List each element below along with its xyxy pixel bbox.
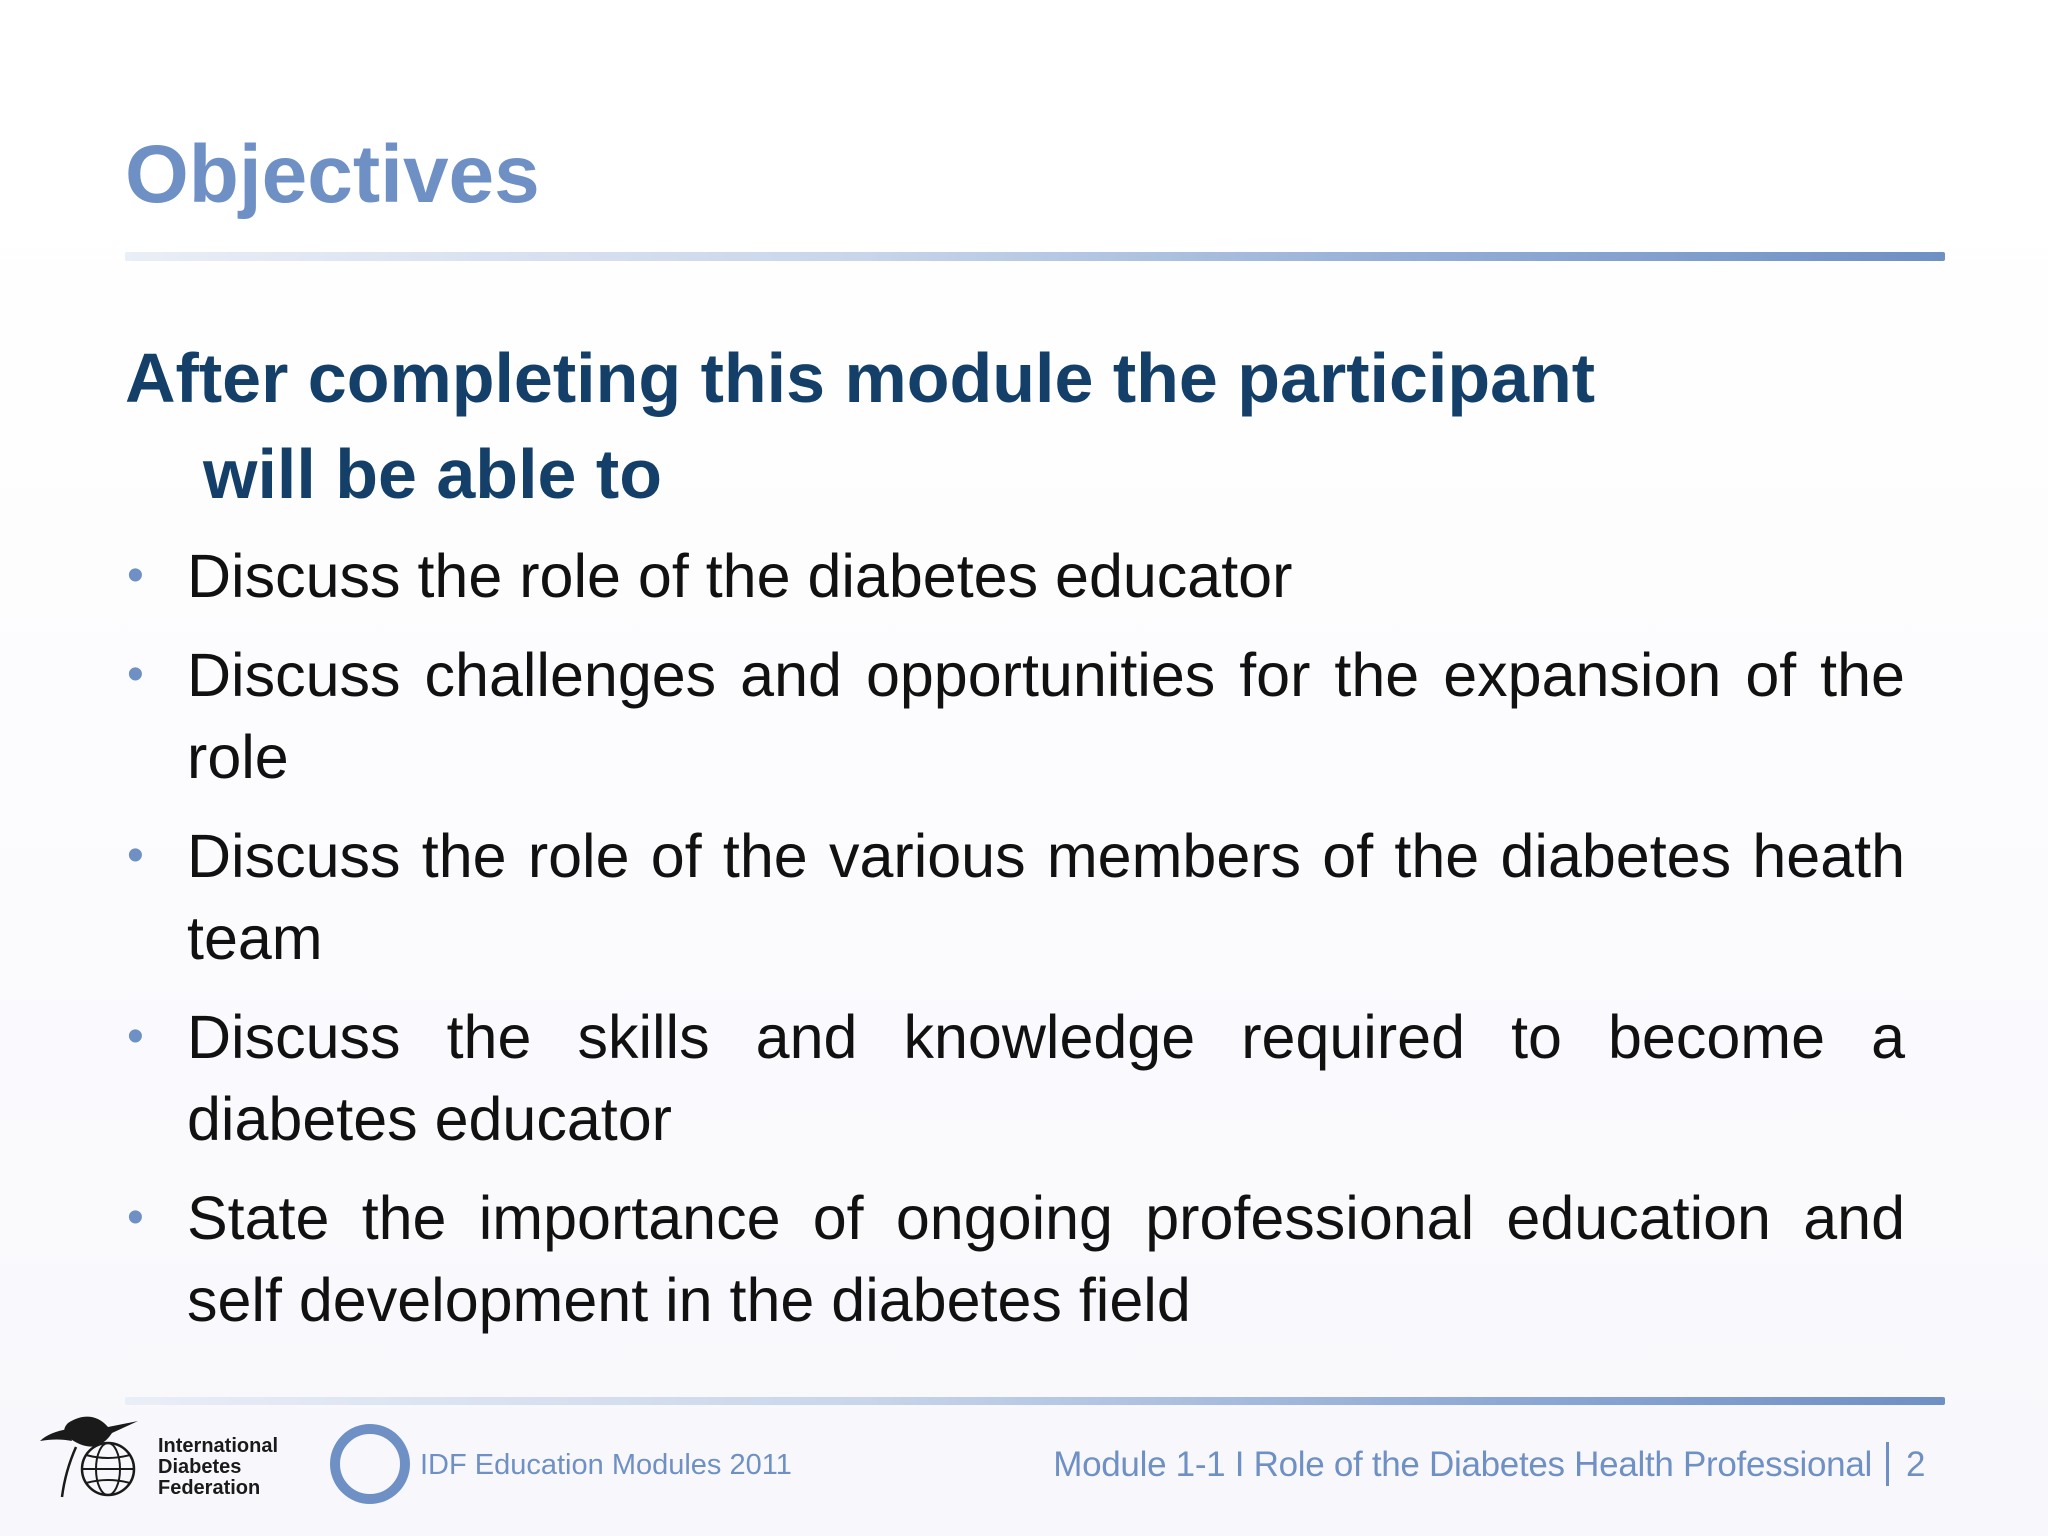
title-divider — [125, 252, 1945, 261]
bullet-dot-icon: • — [127, 1191, 144, 1244]
blue-ring-icon — [330, 1424, 410, 1504]
bullet-dot-icon: • — [127, 648, 144, 701]
bullet-text: State the importance of ongoing professional education and self development in the diabetes field — [187, 1184, 1905, 1334]
education-modules-label: IDF Education Modules 2011 — [420, 1449, 792, 1481]
org-name-line-1: International — [158, 1435, 279, 1457]
org-name-line-2: Diabetes — [158, 1456, 242, 1478]
bullet-dot-icon: • — [127, 1010, 144, 1063]
org-name-line-3: Federation — [158, 1477, 261, 1499]
intro-heading — [125, 330, 1925, 522]
bullet-text: Discuss challenges and opportunities for the expansion of the role — [187, 641, 1905, 791]
org-name — [158, 1436, 278, 1499]
list-item — [125, 535, 1905, 617]
bullet-dot-icon: • — [127, 829, 144, 882]
bullet-dot-icon: • — [127, 549, 144, 602]
slide-title: Objectives — [125, 129, 540, 220]
footer-divider — [125, 1397, 1945, 1405]
bullet-text: Discuss the role of the diabetes educator — [187, 542, 1293, 610]
footer-separator — [1886, 1442, 1889, 1486]
idf-hummingbird-globe-icon — [38, 1405, 148, 1500]
list-item — [125, 634, 1905, 798]
bullet-text: Discuss the role of the various members of the diabetes heath team — [187, 822, 1905, 972]
bullet-text: Discuss the skills and knowledge required to become a diabetes educator — [187, 1003, 1905, 1153]
page-number: 2 — [1906, 1445, 1926, 1484]
intro-line-1: After completing this module the participant — [125, 339, 1596, 417]
objectives-list — [125, 535, 1905, 1358]
list-item — [125, 815, 1905, 979]
intro-line-2: will be able to — [203, 435, 662, 513]
list-item — [125, 996, 1905, 1160]
list-item — [125, 1177, 1905, 1341]
module-label: Module 1-1 I Role of the Diabetes Health Professional — [1053, 1445, 1872, 1484]
